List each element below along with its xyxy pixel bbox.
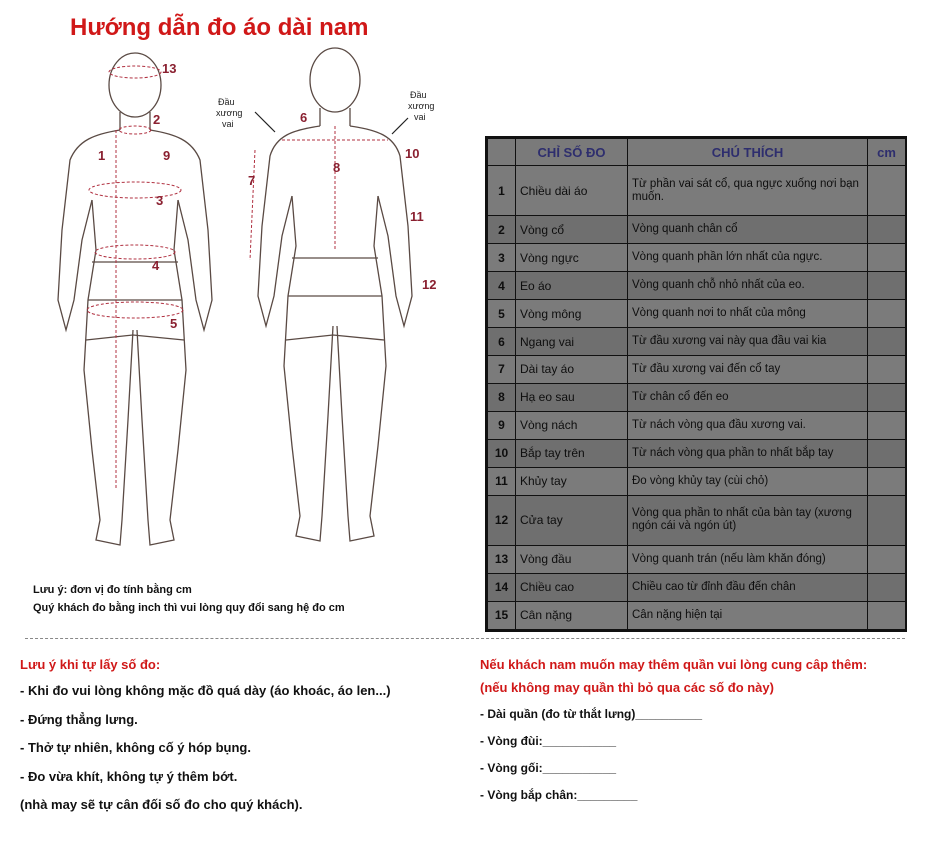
back-figure	[258, 48, 412, 541]
row-cm-value[interactable]	[868, 244, 906, 272]
unit-note: Lưu ý: đơn vị đo tính bằng cm	[33, 584, 192, 596]
list-item: - Thở tự nhiên, không cố ý hóp bụng.	[20, 740, 251, 755]
row-name: Vòng nách	[516, 411, 628, 439]
list-item: - Vòng gối:___________	[480, 761, 617, 775]
label-1: 1	[98, 148, 106, 163]
list-item: - Đứng thẳng lưng.	[20, 711, 138, 727]
row-description: Cân nặng hiện tại	[628, 601, 868, 629]
shoulder-note-back: Đầu xương vai	[408, 90, 435, 122]
row-number: 4	[488, 272, 516, 300]
label-12: 12	[422, 277, 437, 292]
row-name: Eo áo	[516, 272, 628, 300]
label-11: 11	[410, 209, 424, 224]
row-name: Chiều dài áo	[516, 166, 628, 216]
row-description: Từ đầu xương vai này qua đầu vai kia	[628, 328, 868, 356]
label-10: 10	[405, 146, 420, 161]
table-row	[488, 383, 906, 411]
row-name: Chiều cao	[516, 573, 628, 601]
row-number: 7	[488, 356, 516, 384]
table-row	[488, 546, 906, 574]
row-number: 8	[488, 383, 516, 411]
label-6: 6	[300, 110, 308, 125]
list-item: (nhà may sẽ tự cân đối số đo cho quý khách).	[20, 797, 303, 812]
pants-subtitle: (nếu không may quần thì bỏ qua các số đo này)	[480, 680, 774, 695]
table-row	[488, 467, 906, 495]
list-item: - Vòng đùi:___________	[480, 734, 617, 748]
self-measure-list	[20, 683, 391, 826]
header-index: CHỈ SỐ ĐO	[516, 139, 628, 166]
row-description: Từ phần vai sát cổ, qua ngực xuống nơi bạn muốn.	[628, 166, 868, 216]
row-number: 12	[488, 495, 516, 545]
label-13: 13	[162, 61, 177, 76]
row-cm-value[interactable]	[868, 601, 906, 629]
row-name: Bắp tay trên	[516, 439, 628, 467]
row-name: Hạ eo sau	[516, 383, 628, 411]
row-cm-value[interactable]	[868, 328, 906, 356]
header-cm: cm	[868, 139, 906, 166]
table-row	[488, 601, 906, 629]
row-description: Từ nách vòng qua phần to nhất bắp tay	[628, 439, 868, 467]
row-cm-value[interactable]	[868, 383, 906, 411]
row-name: Vòng đầu	[516, 546, 628, 574]
row-name: Cửa tay	[516, 495, 628, 545]
row-cm-value[interactable]	[868, 356, 906, 384]
page-title: Hướng dẫn đo áo dài nam	[70, 14, 369, 41]
row-cm-value[interactable]	[868, 216, 906, 244]
row-cm-value[interactable]	[868, 411, 906, 439]
table-row	[488, 328, 906, 356]
list-item: - Dài quần (đo từ thắt lưng)__________	[480, 707, 703, 721]
table-row	[488, 216, 906, 244]
row-cm-value[interactable]	[868, 166, 906, 216]
section-divider	[25, 638, 905, 639]
row-number: 9	[488, 411, 516, 439]
row-number: 2	[488, 216, 516, 244]
table-row	[488, 411, 906, 439]
body-figures-illustration	[0, 40, 470, 570]
table-row	[488, 300, 906, 328]
row-number: 1	[488, 166, 516, 216]
row-description: Vòng quanh chỗ nhỏ nhất của eo.	[628, 272, 868, 300]
row-description: Từ nách vòng qua đầu xương vai.	[628, 411, 868, 439]
label-4: 4	[152, 258, 160, 273]
header-no	[488, 139, 516, 166]
row-description: Vòng quanh phần lớn nhất của ngực.	[628, 244, 868, 272]
row-name: Vòng ngực	[516, 244, 628, 272]
row-cm-value[interactable]	[868, 439, 906, 467]
row-number: 14	[488, 573, 516, 601]
row-description: Chiều cao từ đỉnh đầu đến chân	[628, 573, 868, 601]
label-7: 7	[248, 173, 256, 188]
row-cm-value[interactable]	[868, 546, 906, 574]
row-cm-value[interactable]	[868, 300, 906, 328]
pants-title: Nếu khách nam muốn may thêm quần vui lòng cung câp thêm:	[480, 657, 868, 672]
table-row	[488, 573, 906, 601]
row-cm-value[interactable]	[868, 573, 906, 601]
inch-note: Quý khách đo bằng inch thì vui lòng quy đổi sang hệ đo cm	[33, 602, 345, 614]
front-figure	[58, 53, 212, 545]
table-row	[488, 495, 906, 545]
row-cm-value[interactable]	[868, 495, 906, 545]
label-8: 8	[333, 160, 341, 175]
label-9: 9	[163, 148, 171, 163]
pants-list	[480, 707, 702, 815]
row-name: Vòng mông	[516, 300, 628, 328]
table-row	[488, 439, 906, 467]
row-number: 11	[488, 467, 516, 495]
row-number: 15	[488, 601, 516, 629]
row-description: Đo vòng khủy tay (cùi chỏ)	[628, 467, 868, 495]
row-name: Cân nặng	[516, 601, 628, 629]
row-description: Từ đầu xương vai đến cổ tay	[628, 356, 868, 384]
list-item: - Vòng bắp chân:_________	[480, 788, 638, 802]
table-row	[488, 272, 906, 300]
self-measure-title: Lưu ý khi tự lấy số đo:	[20, 657, 161, 672]
table-row	[488, 356, 906, 384]
label-5: 5	[170, 316, 178, 331]
row-description: Vòng quanh nơi to nhất của mông	[628, 300, 868, 328]
row-cm-value[interactable]	[868, 272, 906, 300]
row-name: Khủy tay	[516, 467, 628, 495]
row-description: Từ chân cổ đến eo	[628, 383, 868, 411]
row-number: 5	[488, 300, 516, 328]
label-2: 2	[153, 112, 161, 127]
list-item: - Khi đo vui lòng không mặc đồ quá dày (áo khoác, áo len...)	[20, 683, 391, 698]
row-name: Dài tay áo	[516, 356, 628, 384]
row-cm-value[interactable]	[868, 467, 906, 495]
row-description: Vòng quanh trán (nếu làm khăn đóng)	[628, 546, 868, 574]
row-name: Ngang vai	[516, 328, 628, 356]
table-row	[488, 166, 906, 216]
label-3: 3	[156, 193, 164, 208]
list-item: - Đo vừa khít, không tự ý thêm bớt.	[20, 768, 238, 784]
shoulder-note-front: Đầu xương vai	[216, 97, 243, 129]
row-number: 10	[488, 439, 516, 467]
row-number: 13	[488, 546, 516, 574]
header-note: CHÚ THÍCH	[628, 139, 868, 166]
row-description: Vòng qua phần to nhất của bàn tay (xương ngón cái và ngón út)	[628, 495, 868, 545]
row-number: 3	[488, 244, 516, 272]
table-row	[488, 244, 906, 272]
row-description: Vòng quanh chân cổ	[628, 216, 868, 244]
row-name: Vòng cổ	[516, 216, 628, 244]
row-number: 6	[488, 328, 516, 356]
measurement-table	[485, 136, 907, 632]
